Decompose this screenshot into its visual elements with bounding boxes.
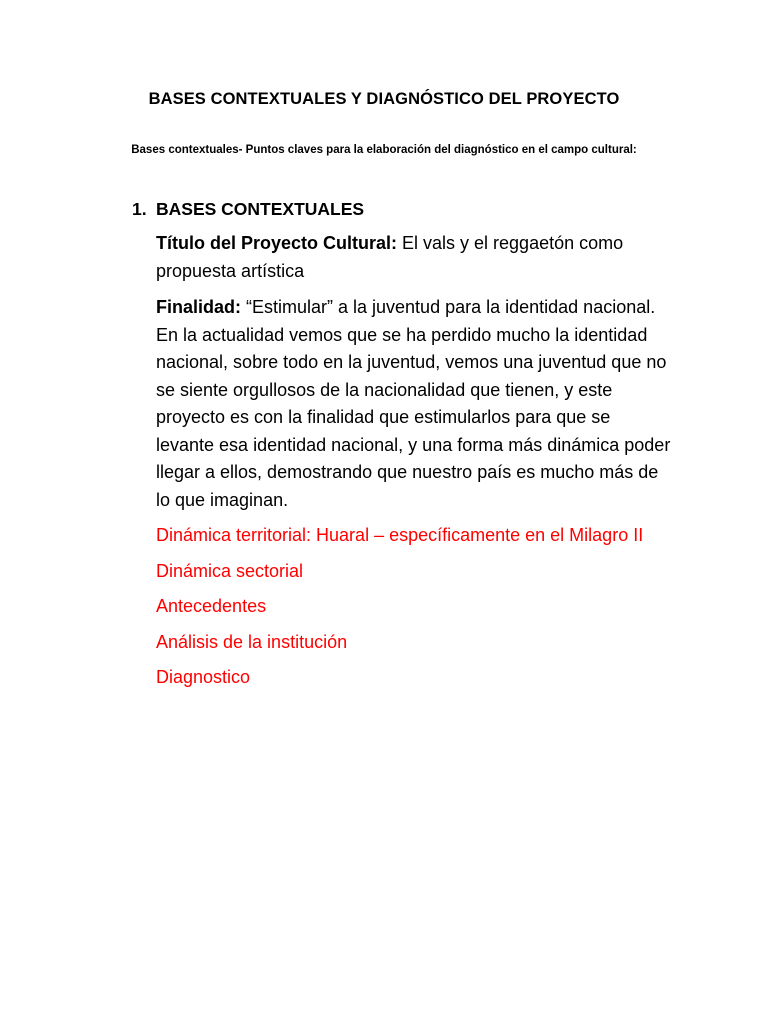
section-bases-contextuales [132, 198, 672, 692]
red-item-diagnostico: Diagnostico [156, 667, 251, 687]
section-body [156, 230, 672, 692]
document-subtitle: Bases contextuales- Puntos claves para la elaboración del diagnóstico en el campo cultural: [131, 144, 637, 156]
project-title-label: Título del Proyecto Cultural: [156, 233, 398, 253]
purpose-label: Finalidad: [156, 297, 241, 317]
purpose-value: “Estimular” a la juventud para la identidad nacional. En la actualidad vemos que se ha perdido mucho la identidad nacional, sobre todo en la juventud, vemos una juventud que no se siente orgullosos de la nacionalidad que tienen, y este proyecto es con la finalidad que estimularlos para que se levante esa identidad nacional, y una forma más dinámica poder llegar a ellos, demostrando que nuestro país es mucho más de lo que imaginan. [156, 297, 671, 510]
project-title-value: El vals y el reggaetón como propuesta artística [156, 233, 624, 281]
project-title-paragraph [156, 230, 672, 285]
red-item-dinamica-territorial: Dinámica territorial: Huaral – específicamente en el Milagro II [156, 525, 644, 545]
section-number: 1. [132, 199, 147, 219]
red-item-analisis-institucion: Análisis de la institución [156, 631, 348, 652]
purpose-paragraph [156, 294, 672, 514]
red-item-dinamica-sectorial: Dinámica sectorial [156, 560, 304, 581]
document-title: BASES CONTEXTUALES Y DIAGNÓSTICO DEL PROYECTO [148, 90, 620, 108]
red-item-antecedentes: Antecedentes [156, 596, 267, 616]
section-heading [132, 198, 672, 220]
section-heading-text: BASES CONTEXTUALES [156, 199, 365, 219]
